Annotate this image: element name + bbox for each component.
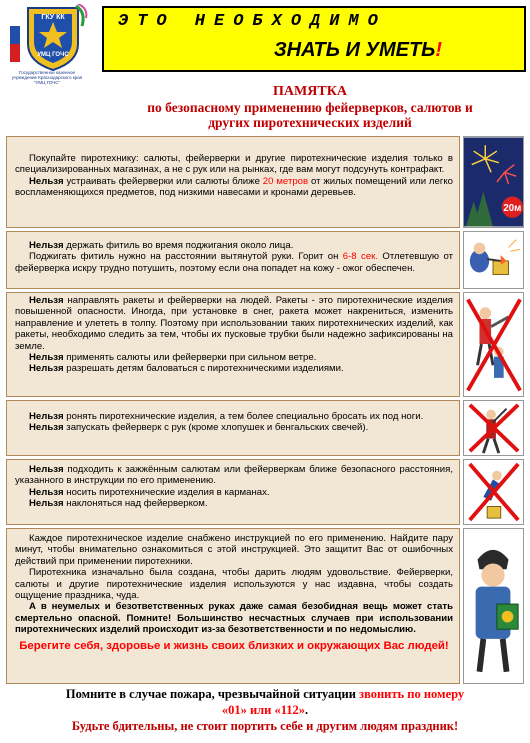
section-fuse [6,231,524,289]
banner-line2 [274,39,442,62]
paragraph [15,295,453,352]
paragraph [15,176,453,199]
picture-leaning-over [463,459,524,525]
paragraph [15,422,453,433]
section-instructions [6,528,524,684]
section-text [6,136,460,228]
logo [6,4,88,78]
banner-exclamation: ! [435,39,442,61]
title-line2: по безопасному применению фейерверков, салютов и [147,100,473,115]
section-text [6,459,460,525]
paragraph [15,352,453,363]
text: ронять пиротехнические изделия, а тем более специально бросать их под ноги. [63,411,424,422]
text: Поджигать фитиль нужно на расстоянии вытянутой руки. Горит он [29,251,343,263]
text: применять салюты или фейерверки при сильном ветре. [63,352,317,364]
warning-word: Нельзя [29,175,64,187]
logo-caption: Государственное казенное учреждение Краснодарского края "УМЦ ГОЧС" [11,70,83,85]
section-distance [6,459,524,525]
warning-word: Нельзя [29,363,64,375]
text: разрешать детям баловаться с пиротехническими изделиями. [63,363,344,375]
banner-line1: ЭТО НЕОБХОДИМО [118,12,387,31]
section-rockets [6,292,524,397]
page-title [100,84,520,130]
text: направлять ракеты и фейерверки на людей. Ракеты - это пиротехнические изделия повышенной опасности. Иногда, при установке в снег, ракета может накрениться, изменить направление и улететь в толпу. Поэтому при использовании таких пиротехнических изделий, как ракеты, необходимо следить за тем, чтобы их пусковые трубки были надежно зафиксированы на земле. [15,295,453,352]
text: устраивать фейерверки или салюты ближе [63,175,263,187]
burn-time-value: 6-8 сек. [342,251,379,263]
paragraph [15,251,453,274]
paragraph: А в неумелых и безответственных руках даже самая безобидная вещь может стать смертельно опасной. Помните! Большинство несчастных случаев при использовании пиротехнических изделий происходит из-за безответственности и по недомыслию. [15,601,453,636]
footer-line1 [4,686,526,702]
distance-value: 20 метров [262,175,309,187]
footer [4,686,526,734]
text: Помните в случае пожара, чрезвычайной ситуации [65,687,360,701]
picture-fireworks-distance [463,136,524,228]
emergency-numbers: «01» или «112» [221,703,306,717]
distance-badge: 20м [503,203,522,215]
lighting-fuse-icon [464,232,523,288]
paragraph [15,363,453,374]
warning-word: Нельзя [29,422,64,434]
warning-word: Нельзя [29,240,64,251]
warning-word: Нельзя [29,352,64,364]
text: подходить к зажжённым салютам или фейерверкам ближе безопасного расстояния, указанного в инструкции по его применению. [15,464,453,487]
section-text [6,400,460,456]
content [6,136,524,684]
logo-line1: ГКУ КК [41,14,65,21]
paragraph: Покупайте пиротехнику: салюты, фейерверки и другие пиротехнические изделия только в специализированных магазинах, а не с рук или на рынках, где вам могут подсунуть контрафакт. [15,153,453,176]
banner [102,6,526,72]
banner-line2-text: ЗНАТЬ И УМЕТЬ [273,39,436,61]
leaning-warning-icon [464,460,523,524]
paragraph [15,498,453,509]
paragraph [15,240,453,251]
reading-person-icon [464,529,523,683]
hand-launch-warning-icon [464,401,523,455]
warning-word: Нельзя [29,498,64,510]
paragraph [15,487,453,498]
picture-hand-launch [463,400,524,456]
paragraph [15,464,453,487]
text: держать фитиль во время поджигания около лица. [63,240,294,251]
text: от жилых помещений или легко воспламеняющихся предметов, под низкими навесами и кронами деревьев. [15,175,453,199]
call-prompt: звонить по номеру [359,687,465,701]
paragraph [15,411,453,422]
text: Отлетевшую от фейерверка искру трудно потушить, поэтому если она попадет на кожу - ожог обеспечен. [15,251,453,274]
header [0,0,530,85]
text: запускать фейерверк с рук (кроме хлопушек и бенгальских свечей). [63,422,369,434]
title-line3: других пиротехнических изделий [208,115,412,130]
fireworks-icon [464,137,523,227]
section-purchase [6,136,524,228]
warning-word: Нельзя [29,464,64,475]
picture-reading-instructions [463,528,524,684]
rocket-warning-icon [464,293,523,396]
paragraph: Каждое пиротехническое изделие снабжено инструкцией по его применению. Найдите пару минут, чтобы внимательно ознакомиться с этой инструкцией. Это защитит Вас от ошибочных действий при применении пиротехники. [15,533,453,567]
section-dropping [6,400,524,456]
final-appeal: Берегите себя, здоровье и жизнь своих близких и окружающих Вас людей! [19,639,449,652]
logo-line2: УМЦ ГОЧС [37,52,69,58]
section-text [6,292,460,397]
section-text [6,528,460,684]
paragraph: Пиротехника изначально была создана, чтобы дарить людям удовольствие. Фейерверки, салюты и другие пиротехнические изделия используются у нас издавна, чтобы создать ощущение праздника, чуда. [15,567,453,602]
footer-line2 [4,702,526,718]
text: носить пиротехнические изделия в карманах. [63,486,270,498]
picture-fuse-lighting [463,231,524,289]
section-text [6,231,460,289]
warning-word: Нельзя [29,486,64,498]
warning-word: Нельзя [29,295,64,306]
warning-word: Нельзя [29,411,64,422]
footer-line3: Будьте бдительны, не стоит портить себе и другим людям праздник! [71,719,459,733]
text: . [305,703,309,717]
picture-rocket-at-people [463,292,524,397]
title-line1: ПАМЯТКА [273,84,347,99]
text: наклоняться над фейерверком. [63,498,208,510]
